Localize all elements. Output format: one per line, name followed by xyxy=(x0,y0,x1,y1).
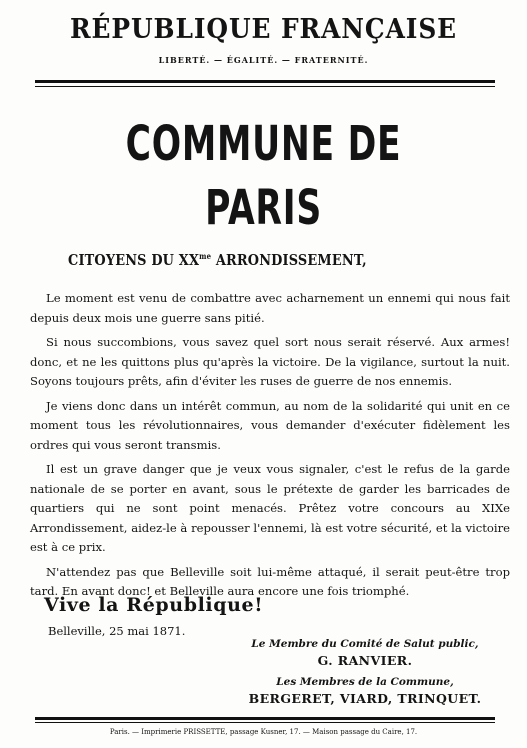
signature-name: BERGERET, VIARD, TRINQUET. xyxy=(248,691,482,706)
main-title: COMMUNE DE PARIS xyxy=(125,116,402,236)
paragraph-1: Le moment est venu de combattre avec acharnement un ennemi qui nous fait depuis deux mois une guerre sans pitié. xyxy=(30,291,510,325)
closing-cry: Vive la République! xyxy=(44,594,264,616)
signature-role: Le Membre du Comité de Salut public, xyxy=(251,638,479,650)
motto: LIBERTÉ. — ÉGALITÉ. — FRATERNITÉ. xyxy=(158,55,369,65)
printer-imprint: Paris. — Imprimerie PRISSETTE, passage Kusner, 17. — Maison passage du Caire, 17. xyxy=(109,728,418,736)
greeting-suffix: ARRONDISSEMENT, xyxy=(211,251,367,269)
bottom-rule-thin xyxy=(35,722,495,723)
greeting xyxy=(68,251,367,269)
dateline: Belleville, 25 mai 1871. xyxy=(48,624,186,638)
signature-role: Les Membres de la Commune, xyxy=(276,676,454,688)
top-rule-thick xyxy=(35,80,495,83)
proclamation-body xyxy=(30,289,510,607)
greeting-superscript: me xyxy=(199,251,212,261)
bottom-rule-thick xyxy=(35,717,495,720)
paragraph-3: Je viens donc dans un intérêt commun, au nom de la solidarité qui unit en ce moment tous les révolutionnaires, vous demander d'exécuter fidèlement les ordres qui vous seront transmis. xyxy=(30,398,510,452)
signature-block-2 xyxy=(230,676,500,706)
paragraph-4: Il est un grave danger que je veux vous signaler, c'est le refus de la garde nationale de se porter en avant, sous le prétexte de garder les barricades de quartiers qui ne sont point menacés. Prêtez votre concours au XIXe Arrondissement, aidez-le à repousser l'ennemi, là est votre sécurité, et la victoire est à ce prix. xyxy=(30,462,510,554)
top-rule-thin xyxy=(35,86,495,87)
signature-block-1 xyxy=(230,638,500,668)
paragraph-2: Si nous succombions, vous savez quel sort nous serait réservé. Aux armes! donc, et ne les quittons plus qu'après la victoire. De la vigilance, surtout la nuit. Soyons toujours prêts, afin d'éviter les ruses de guerre de nos ennemis. xyxy=(30,335,510,388)
signature-name: G. RANVIER. xyxy=(317,653,413,668)
republic-heading: RÉPUBLIQUE FRANÇAISE xyxy=(69,14,458,45)
greeting-prefix: CITOYENS DU XX xyxy=(68,251,200,269)
paragraph-5: N'attendez pas que Belleville soit lui-même attaqué, il serait peut-être trop tard. En avant donc! et Belleville aura encore une fois triomphé. xyxy=(30,564,510,598)
